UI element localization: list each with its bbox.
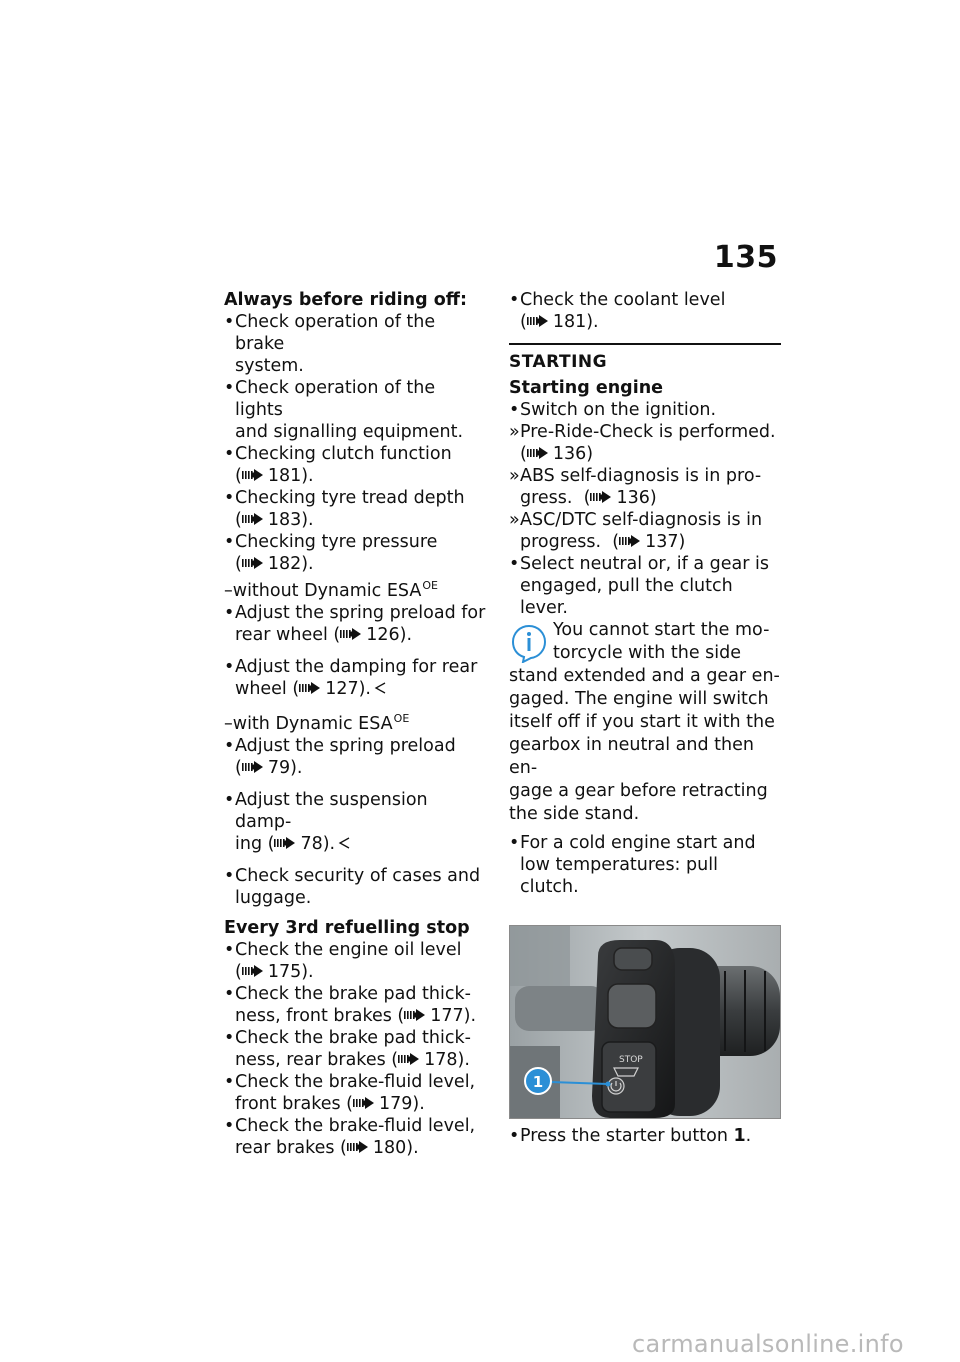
reference-arrow-icon <box>590 491 612 503</box>
list-item <box>224 939 486 983</box>
page-reference <box>235 1137 486 1159</box>
page-reference <box>235 624 486 646</box>
page-reference <box>235 1049 486 1071</box>
list-item <box>509 1125 781 1147</box>
list-item <box>224 311 486 377</box>
page-reference <box>520 311 781 333</box>
item-text: Checking clutch function <box>235 444 452 464</box>
page-reference <box>235 553 486 575</box>
condition-label: –without Dynamic ESA <box>224 581 422 601</box>
page-reference <box>235 757 486 779</box>
paren: ( <box>235 466 242 486</box>
item-text: Adjust the damping for rear <box>235 657 478 677</box>
end-mark-icon <box>373 679 387 693</box>
paren: ( <box>520 312 527 332</box>
note-text: itself off if you start it with the <box>509 712 775 732</box>
item-text: and signalling equipment. <box>235 422 464 442</box>
reference-arrow-icon <box>242 513 264 525</box>
page-reference <box>235 1005 486 1027</box>
ref-page: 179). <box>379 1094 425 1114</box>
bullet-marker: • <box>509 554 520 574</box>
stop-label: STOP <box>619 1055 643 1065</box>
paren: ( <box>235 510 242 530</box>
page-reference <box>235 833 486 855</box>
bullet-marker: • <box>224 866 235 886</box>
right-column <box>509 289 781 1147</box>
list-item <box>224 983 486 1027</box>
list-item <box>224 656 486 700</box>
condition-with-esa <box>224 708 486 735</box>
reference-arrow-icon <box>274 837 296 849</box>
item-text: low temperatures: pull clutch. <box>520 855 718 897</box>
item-text: Adjust the spring preload for <box>235 603 486 623</box>
reference-arrow-icon <box>242 469 264 481</box>
item-text: engaged, pull the clutch lever. <box>520 576 733 618</box>
item-text: Check the brake-fluid level, <box>235 1072 476 1092</box>
item-text: Check security of cases and <box>235 866 481 886</box>
item-text: Checking tyre tread depth <box>235 488 465 508</box>
ref-page: 136) <box>616 488 657 508</box>
page-reference <box>235 1093 486 1115</box>
list-item <box>224 1115 486 1159</box>
bullet-marker: • <box>224 532 235 552</box>
bullet-marker: • <box>224 444 235 464</box>
reference-arrow-icon <box>347 1141 369 1153</box>
note-text: gage a gear before retracting <box>509 781 768 801</box>
ref-page: 175). <box>267 962 314 982</box>
bullet-marker: • <box>509 400 520 420</box>
bullet-marker: • <box>224 312 235 332</box>
paren: ( <box>583 488 591 508</box>
page-reference <box>520 531 781 553</box>
note-text: stand extended and a gear en- <box>509 666 780 686</box>
item-text: ness, front brakes ( <box>235 1006 405 1026</box>
reference-arrow-icon <box>404 1009 426 1021</box>
item-text: Adjust the spring preload <box>235 736 456 756</box>
item-text: Check operation of the brake <box>235 312 436 354</box>
bullet-marker: • <box>509 1126 520 1146</box>
bullet-marker: • <box>224 657 235 677</box>
note-text: the side stand. <box>509 804 640 824</box>
end-mark-icon <box>337 834 351 848</box>
item-text <box>520 1125 781 1147</box>
note-text: You cannot start the mo- <box>553 620 770 640</box>
item-text: Check the brake pad thick- <box>235 1028 471 1048</box>
reference-arrow-icon <box>353 1097 375 1109</box>
bullet-marker: • <box>509 833 520 853</box>
ref-page: 136) <box>552 444 594 464</box>
list-item <box>224 443 486 487</box>
item-text: Switch on the ignition. <box>520 400 717 420</box>
page-reference <box>235 961 486 983</box>
item-text: Check the engine oil level <box>235 940 462 960</box>
handlebar-switch-figure <box>509 925 781 1119</box>
item-text: Checking tyre pressure <box>235 532 438 552</box>
condition-label: –with Dynamic ESA <box>224 714 393 734</box>
note-text: gaged. The engine will switch <box>509 689 769 709</box>
ref-page: 127). <box>325 679 371 699</box>
item-text: Check the brake pad thick- <box>235 984 471 1004</box>
ref-page: 137) <box>645 532 686 552</box>
bullet-marker: • <box>224 1072 235 1092</box>
watermark: carmanualsonline.info <box>632 1330 904 1358</box>
paren: ( <box>235 758 242 778</box>
bullet-marker: • <box>224 488 235 508</box>
page-reference <box>520 487 781 509</box>
list-item <box>224 1027 486 1071</box>
note-text: gearbox in neutral and then en- <box>509 735 754 778</box>
ref-page: 183). <box>267 510 314 530</box>
paren: ( <box>235 962 242 982</box>
subheading-starting-engine: Starting engine <box>509 378 664 398</box>
list-item <box>224 735 486 779</box>
section-rule <box>509 343 781 345</box>
list-item <box>224 1071 486 1115</box>
reference-arrow-icon <box>527 315 549 327</box>
ref-page: 178). <box>424 1050 470 1070</box>
heading-every-3rd-refuelling: Every 3rd refuelling stop <box>224 918 470 938</box>
ref-page: 180). <box>372 1138 419 1158</box>
item-text: progress. <box>520 532 602 552</box>
item-text: rear wheel ( <box>235 625 341 645</box>
result-marker: » <box>509 422 520 442</box>
callout-number: 1 <box>532 1073 544 1091</box>
result-item <box>509 509 781 553</box>
condition-without-esa <box>224 575 486 602</box>
result-item <box>509 465 781 509</box>
ref-page: 177). <box>430 1006 477 1026</box>
reference-arrow-icon <box>340 628 362 640</box>
item-text: front brakes ( <box>235 1094 354 1114</box>
paren: ( <box>235 554 242 574</box>
list-item <box>224 789 486 855</box>
item-text: system. <box>235 356 304 376</box>
handlebar-switch-photo <box>510 926 780 1118</box>
section-title: STARTING <box>509 352 608 372</box>
list-item <box>509 399 781 421</box>
ref-page: 79). <box>267 758 303 778</box>
page-number: 135 <box>713 240 778 275</box>
bullet-marker: • <box>224 940 235 960</box>
bullet-marker: • <box>224 603 235 623</box>
bullet-marker: • <box>509 290 520 310</box>
press-text: Press the starter button <box>520 1126 734 1146</box>
item-text: gress. <box>520 488 573 508</box>
bullet-marker: • <box>224 378 235 398</box>
item-text: For a cold engine start and <box>520 833 756 853</box>
result-marker: » <box>509 510 520 530</box>
item-text: luggage. <box>235 888 312 908</box>
reference-arrow-icon <box>527 447 549 459</box>
ref-page: 181). <box>267 466 314 486</box>
page-reference <box>235 465 486 487</box>
reference-arrow-icon <box>299 682 321 694</box>
item-text: ABS self-diagnosis is in pro- <box>520 466 762 486</box>
press-end: . <box>745 1126 752 1146</box>
note-text: torcycle with the side <box>553 643 741 663</box>
list-item <box>224 377 486 443</box>
ref-page: 182). <box>267 554 314 574</box>
reference-arrow-icon <box>398 1053 420 1065</box>
info-icon <box>509 623 549 663</box>
item-text: ness, rear brakes ( <box>235 1050 399 1070</box>
list-item <box>509 832 781 898</box>
reference-arrow-icon <box>242 761 264 773</box>
ref-page: 181). <box>552 312 599 332</box>
bullet-marker: • <box>224 790 235 810</box>
optional-equipment-mark: OE <box>422 579 438 592</box>
result-marker: » <box>509 466 520 486</box>
item-text: rear brakes ( <box>235 1138 347 1158</box>
list-item <box>224 602 486 646</box>
bullet-marker: • <box>224 1028 235 1048</box>
item-text: Pre-Ride-Check is performed. <box>520 422 776 442</box>
paren: ( <box>520 444 527 464</box>
list-item <box>224 487 486 531</box>
reference-arrow-icon <box>242 965 264 977</box>
item-text: wheel ( <box>235 679 300 699</box>
ref-page: 78). <box>300 834 336 854</box>
list-item <box>509 553 781 619</box>
item-text: ASC/DTC self-diagnosis is in <box>520 510 763 530</box>
heading-always-before-riding: Always before riding off: <box>224 290 467 310</box>
paren: ( <box>612 532 620 552</box>
item-text: Adjust the suspension damp- <box>235 790 428 832</box>
bullet-marker: • <box>224 736 235 756</box>
page-reference <box>235 509 486 531</box>
bullet-marker: • <box>224 1116 235 1136</box>
item-text: Check the coolant level <box>520 290 726 310</box>
item-text: Select neutral or, if a gear is <box>520 554 769 574</box>
info-note <box>509 619 781 826</box>
ref-page: 126). <box>366 625 413 645</box>
item-text: ing ( <box>235 834 275 854</box>
item-text: Check operation of the lights <box>235 378 436 420</box>
reference-arrow-icon <box>242 557 264 569</box>
page-reference <box>520 443 781 465</box>
list-item <box>224 865 486 909</box>
list-item <box>224 531 486 575</box>
list-item <box>509 289 781 333</box>
bullet-marker: • <box>224 984 235 1004</box>
left-column <box>224 289 486 1159</box>
reference-arrow-icon <box>619 535 641 547</box>
result-item <box>509 421 781 465</box>
page-reference <box>235 678 486 700</box>
optional-equipment-mark: OE <box>393 712 410 725</box>
item-text: Check the brake-fluid level, <box>235 1116 476 1136</box>
starter-button-ref: 1 <box>733 1126 746 1146</box>
